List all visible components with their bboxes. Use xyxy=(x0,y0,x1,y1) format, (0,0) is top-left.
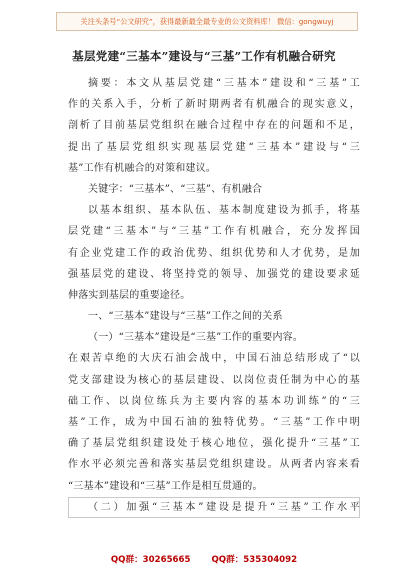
body-line: 础工作、以岗位练兵为主要内容的基本功训练”的“三 xyxy=(68,395,360,407)
document-body xyxy=(68,73,360,518)
body-line: （一）“三基本”建设是“三基”工作的重要内容。 xyxy=(88,332,304,344)
body-line: 提出了基层党组织实现基层党建“三基本”建设与“三 xyxy=(68,141,360,153)
body-line: 剖析了目前基层党组织在融合过程中存在的问题和不足， xyxy=(68,120,360,132)
footer-qq-group-2: QQ群：535304092 xyxy=(211,555,298,565)
body-line: 摘要：本文从基层党建“三基本”建设和“三基”工 xyxy=(88,78,360,89)
body-line: 确了基层党组织建设处于核心地位，强化提升“三基”工 xyxy=(68,438,360,450)
body-line: （二）加强“三基本”建设是提升“三基”工作水平 xyxy=(68,497,360,518)
body-line: 基”工作有机融合的对策和建议。 xyxy=(68,162,217,174)
body-line: 作的关系入手，分析了新时期两者有机融合的现实意义， xyxy=(68,99,360,111)
body-line: 作水平必须完善和落实基层党组织建设。从两者内容来看 xyxy=(68,459,360,471)
footer-qq-group-1: QQ群：30265665 xyxy=(110,555,191,565)
body-line: 基”工作，成为中国石油的独特优势。“三基”工作中明 xyxy=(68,417,360,428)
body-line: 以基本组织、基本队伍、基本制度建设为抓手，将基 xyxy=(88,205,360,217)
body-line: 伸落实到基层的重要途径。 xyxy=(68,289,191,301)
body-line: 一、“三基本”建设与“三基”工作之间的关系 xyxy=(88,311,283,323)
body-line: 有企业党建工作的政治优势、组织优势和人才优势，是加 xyxy=(68,247,360,259)
document-title: 基层党建“三基本”建设与“三基”工作有机融合研究 xyxy=(72,49,336,63)
body-line: 强基层党的建设、将坚持党的领导、加强党的建设要求延 xyxy=(68,268,360,280)
header-banner: 关注头条号“公文研究”，获得最新最全最专业的公文资料库！ 微信：gongwuyj xyxy=(56,12,358,31)
body-line: 层党建“三基本”与“三基”工作有机融合，充分发挥国 xyxy=(68,226,360,238)
footer-contact xyxy=(0,553,408,565)
body-line: “三基本”建设和“三基”工作是相互贯通的。 xyxy=(68,480,263,492)
body-line: 在艰苦卓绝的大庆石油会战中，中国石油总结形成了“以 xyxy=(68,353,360,365)
body-line: 关键字：“三基本”、“三基”、有机融合 xyxy=(88,183,263,195)
body-line: 党支部建设为核心的基层建设、以岗位责任制为中心的基 xyxy=(68,374,360,386)
